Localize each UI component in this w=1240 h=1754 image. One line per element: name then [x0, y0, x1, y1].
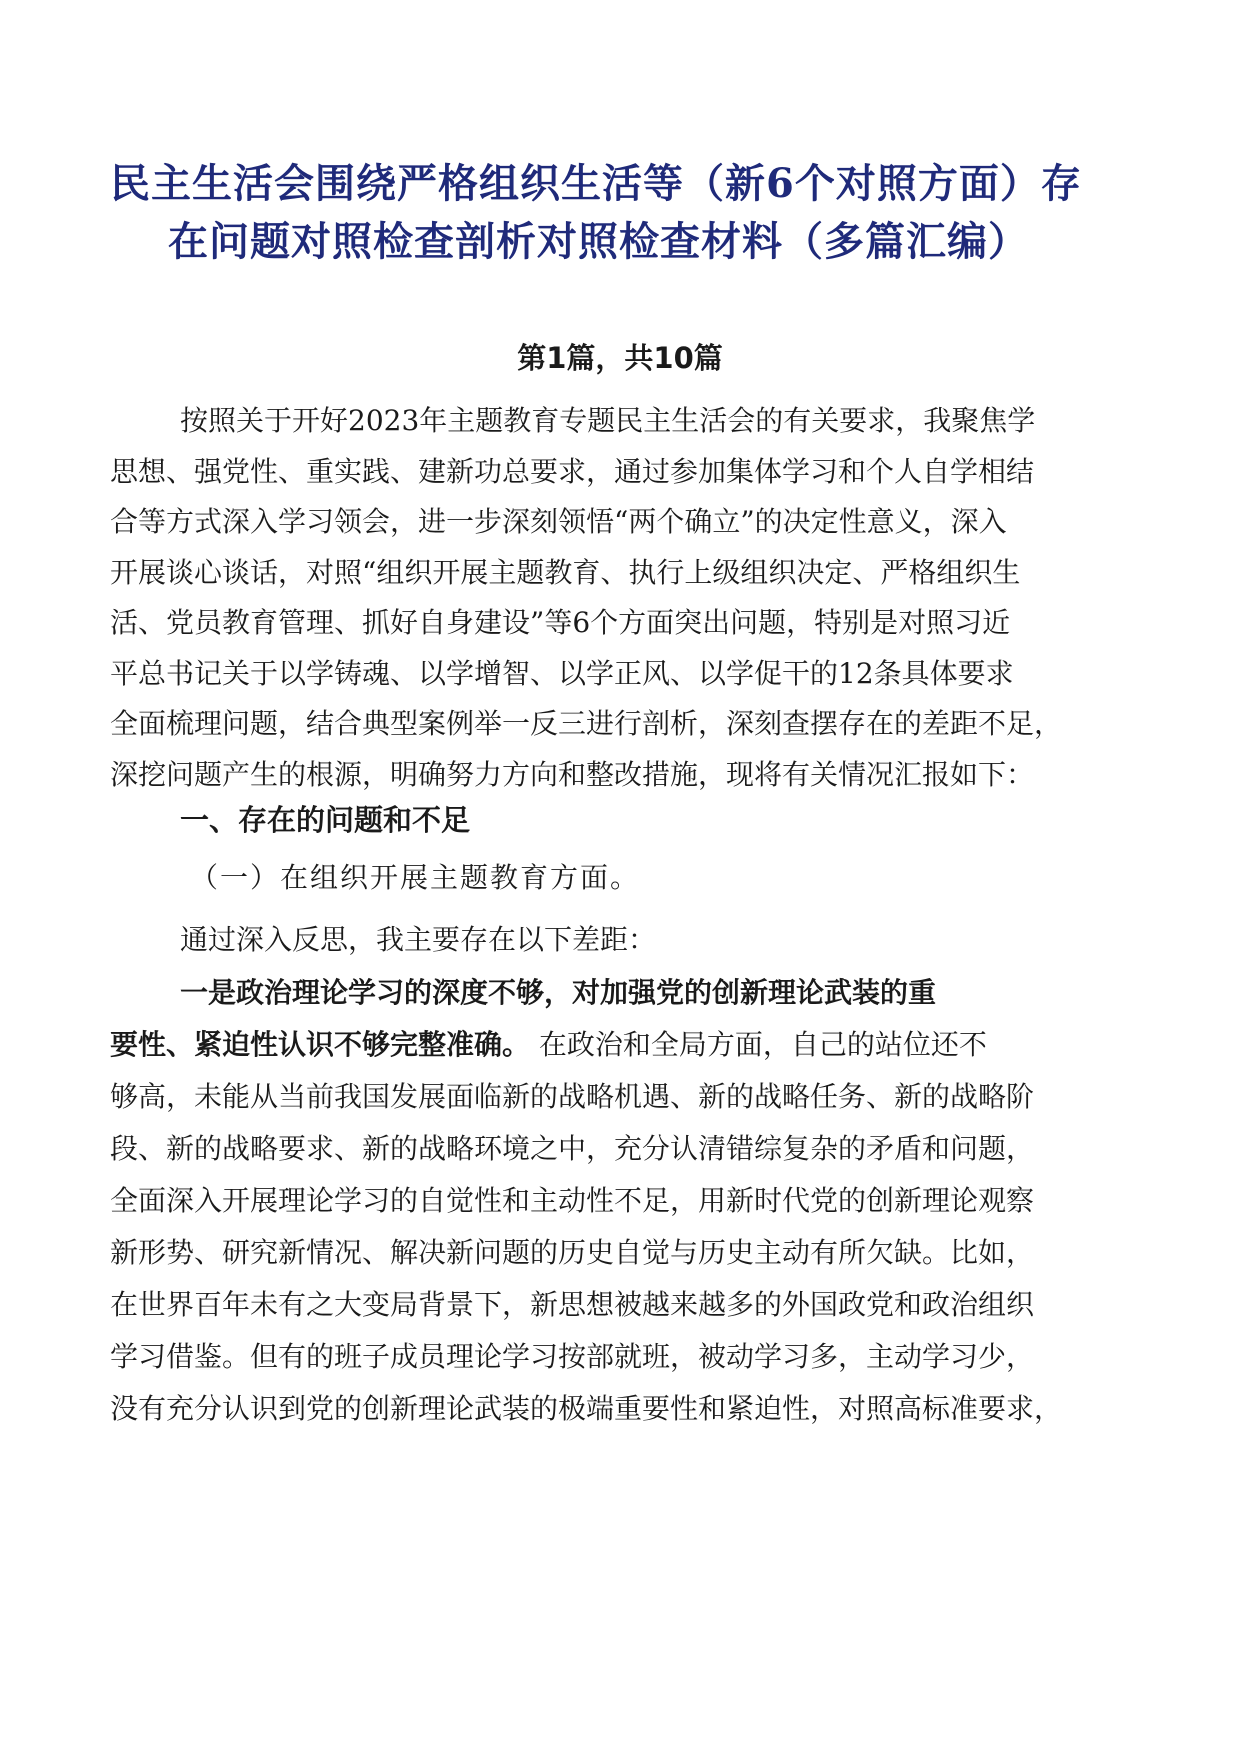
intro-line: 平总书记关于以学铸魂、以学增智、以学正风、以学促干的12条具体要求 [110, 656, 1014, 690]
point-line: 新形势、研究新情况、解决新问题的历史自觉与历史主动有所欠缺。比如， [110, 1236, 1035, 1269]
sub-heading: （一）在组织开展主题教育方面。 [190, 861, 641, 894]
intro-line: 全面梳理问题，结合典型案例举一反三进行剖析，深刻查摆存在的差距不足， [110, 707, 1063, 740]
point-line: 没有充分认识到党的创新理论武装的极端重要性和紧迫性，对照高标准要求， [110, 1392, 1063, 1425]
point-line: 段、新的战略要求、新的战略环境之中，充分认清错综复杂的矛盾和问题， [110, 1132, 1035, 1165]
point-mixed-line [110, 1019, 1140, 1071]
point-line: 全面深入开展理论学习的自觉性和主动性不足，用新时代党的创新理论观察 [110, 1184, 1035, 1217]
document-title [110, 155, 1130, 271]
intro-line: 深挖问题产生的根源，明确努力方向和整改措施，现将有关情况汇报如下： [110, 757, 1035, 791]
title-line-2: 在问题对照检查剖析对照检查材料（多篇汇编） [168, 218, 1029, 265]
point-bold-text: 要性、紧迫性认识不够完整准确。 [110, 1028, 531, 1061]
intro-line: 开展谈心谈话，对照“组织开展主题教育、执行上级组织决定、严格组织生 [110, 555, 1021, 589]
intro-paragraph [110, 396, 1140, 800]
intro-line: 按照关于开好2023年主题教育专题民主生活会的有关要求，我聚焦学 [180, 404, 1036, 437]
point-line: 在世界百年未有之大变局背景下，新思想被越来越多的外国政党和政治组织 [110, 1288, 1035, 1321]
section-heading: 一、存在的问题和不足 [180, 803, 471, 837]
point-bold-line [110, 967, 1140, 1019]
point-line: 学习借鉴。但有的班子成员理论学习按部就班，被动学习多，主动学习少， [110, 1340, 1035, 1373]
point-one-paragraph [110, 967, 1140, 1435]
intro-line: 活、党员教育管理、抓好自身建设”等6个方面突出问题，特别是对照习近 [110, 606, 1011, 639]
point-text: 在政治和全局方面，自己的站位还不 [538, 1028, 987, 1061]
intro-line: 合等方式深入学习领会，进一步深刻领悟“两个确立”的决定性意义，深入 [110, 505, 1007, 538]
part-heading: 第1篇，共10篇 [517, 341, 723, 375]
intro-line: 思想、强党性、重实践、建新功总要求，通过参加集体学习和个人自学相结 [110, 454, 1035, 488]
title-line-1: 民主生活会围绕严格组织生活等（新6个对照方面）存 [110, 160, 1082, 207]
point-line: 够高，未能从当前我国发展面临新的战略机遇、新的战略任务、新的战略阶 [110, 1080, 1035, 1113]
lead-in-text: 通过深入反思，我主要存在以下差距： [180, 923, 657, 956]
point-bold-text: 一是政治理论学习的深度不够，对加强党的创新理论武装的重 [180, 976, 937, 1009]
